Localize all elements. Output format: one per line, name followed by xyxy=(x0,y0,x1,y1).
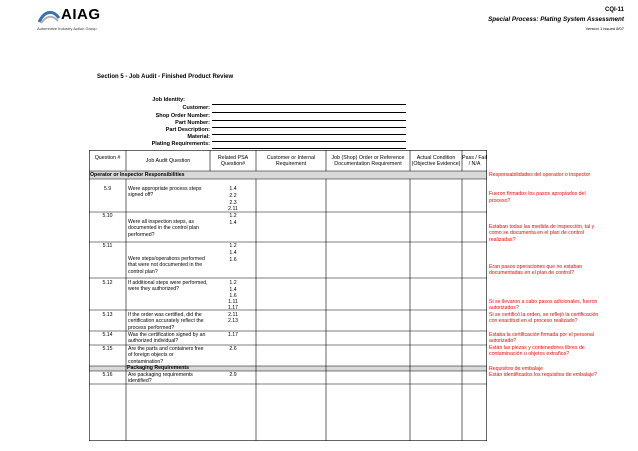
translation-5-9: Responsabilidades del operador o inspector Fueron firmados los pasos apropiados del proceso? xyxy=(489,172,591,204)
col-job-shop-order: Job (Shop) Order or Reference Documentation Requirement xyxy=(331,155,405,168)
col-customer-requirement: Customer or Internal Requirement xyxy=(266,155,316,168)
related-psa-4: 1.11 xyxy=(228,299,238,305)
related-psa-1: 1.17 xyxy=(227,332,239,338)
question-text: If additional steps were performed, were they authorized? xyxy=(128,280,208,293)
part-description-field[interactable] xyxy=(212,134,406,135)
operator-group-label: Operator or Inspector Responsibilities xyxy=(90,172,185,178)
part-number-field[interactable] xyxy=(212,127,406,128)
question-number: 5.15 xyxy=(102,346,113,352)
question-text: Were all inspection steps, as documented in the control plan performed? xyxy=(128,219,199,238)
translation-5-13: Si se certificó la orden, se reflejó la certificación con exactitud en el proceso realizado? xyxy=(489,312,599,325)
question-text: Were appropriate process steps signed off? xyxy=(128,186,202,199)
related-psa-1: 2.9 xyxy=(229,372,237,378)
related-psa-2: 2.2 xyxy=(229,193,237,199)
logo-subtitle: Automotive Industry Action Group xyxy=(37,26,97,31)
question-text: Were steps/operations performed that were not documented in the control plan? xyxy=(128,256,205,275)
related-psa-2: 1.4 xyxy=(229,220,237,226)
related-psa-2: 1.4 xyxy=(229,250,237,256)
related-psa-2: 1.4 xyxy=(229,287,237,293)
related-psa-4: 2.11 xyxy=(228,206,238,212)
doc-version: Version 1 Issued 8/07 xyxy=(585,26,624,31)
question-number: 5.14 xyxy=(102,332,113,338)
translation-5-12: Si se llevaron a cabo pasos adicionales, fueron autorizados? xyxy=(489,299,598,312)
related-psa-1: 1.2 xyxy=(229,243,237,249)
related-psa-1: 1.2 xyxy=(229,213,237,219)
plating-requirements-label: Plating Requirements: xyxy=(151,141,210,147)
material-label: Material: xyxy=(187,134,210,140)
plating-requirements-field[interactable] xyxy=(212,148,406,149)
col-pass-fail: Pass / Fail / N/A xyxy=(462,155,487,168)
part-number-label: Part Number: xyxy=(175,120,210,126)
packaging-group-label: Packaging Requirements xyxy=(127,365,189,371)
related-psa-1: 2.6 xyxy=(229,346,237,352)
translation-5-10: Estaban todas las medida de inspección, tal y como se documenta en el plan de control realizadas? xyxy=(489,224,595,243)
translation-5-14: Estaba la certificación firmada por el personal autorizado? xyxy=(489,332,594,345)
question-number: 5.13 xyxy=(102,312,113,318)
related-psa-1: 1.4 xyxy=(229,186,237,192)
section-title: Section 5 - Job Audit - Finished Product Review xyxy=(97,74,234,80)
question-number: 5.10 xyxy=(102,213,113,219)
job-identity-label: Job Identity: xyxy=(152,97,185,103)
question-number: 5.9 xyxy=(103,186,112,192)
col-question-number: Question # xyxy=(94,155,121,161)
col-actual-condition: Actual Condition (Objective Evidence) xyxy=(411,155,461,168)
logo-text: AIAG xyxy=(61,6,101,23)
customer-label: Customer: xyxy=(182,105,210,111)
related-psa-1: 2.11 xyxy=(228,312,238,318)
question-number: 5.11 xyxy=(102,243,113,249)
related-psa-3: 1.6 xyxy=(229,257,237,263)
doc-code: CQI-11 xyxy=(604,7,624,13)
related-psa-3: 2.3 xyxy=(229,200,237,206)
doc-title: Special Process: Plating System Assessment xyxy=(488,16,624,23)
translation-5-15: Están las piezas y contenedores libres de contaminación u objetos extraños? xyxy=(489,345,585,358)
question-text: If the order was certified, did the certification accurately reflect the process performed? xyxy=(128,312,204,331)
question-text: Was the certification signed by an authorized individual? xyxy=(128,332,206,345)
part-description-label: Part Description: xyxy=(165,127,210,133)
related-psa-2: 2.13 xyxy=(227,318,239,324)
material-field[interactable] xyxy=(212,141,406,142)
related-psa-3: 1.6 xyxy=(229,293,237,299)
col-job-audit-question: Job Audit Question xyxy=(145,158,191,164)
related-psa-1: 1.2 xyxy=(229,280,237,286)
customer-field[interactable] xyxy=(212,112,406,113)
question-number: 5.12 xyxy=(102,280,113,286)
shop-order-label: Shop Order Number: xyxy=(155,113,210,119)
translation-5-11: Eran pasos operaciones que no estaban documentadas en el plan de control? xyxy=(489,264,583,277)
question-text: Are packaging requirements identified? xyxy=(128,372,193,385)
aiag-logo-icon xyxy=(37,8,61,24)
shop-order-field[interactable] xyxy=(212,120,406,121)
translation-5-16: Requisitos de embalaje Están identificados los requisitos de embalaje? xyxy=(489,366,597,379)
col-related-psa: Related PSA Question# xyxy=(217,155,249,168)
question-text: Are the parts and containers free of foreign objects or contamination? xyxy=(128,346,204,365)
related-psa-5: 1.17 xyxy=(227,305,239,311)
job-identity-field[interactable] xyxy=(212,104,406,105)
question-number: 5.16 xyxy=(102,372,113,378)
